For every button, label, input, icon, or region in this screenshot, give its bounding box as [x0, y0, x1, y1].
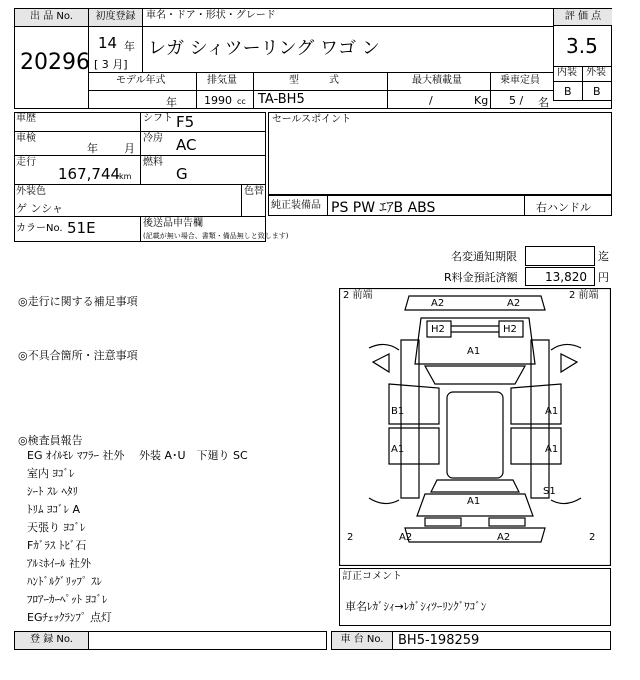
- sales-point-label: セールスポイント: [272, 114, 352, 125]
- color-label: 外装色: [16, 186, 46, 197]
- exterior-grade: B: [593, 85, 601, 98]
- score-label: 評 価 点: [554, 9, 612, 25]
- defect-notes-label: ◎不具合箇所・注意事項: [18, 349, 138, 362]
- name-change-label: 名変通知期限: [451, 250, 517, 263]
- displacement-unit: cc: [237, 97, 246, 106]
- corner-front-right: 2 前端: [569, 290, 599, 301]
- interior-grade: B: [564, 85, 572, 98]
- inspector-report-label: ◎検査員報告: [18, 434, 83, 447]
- corner-rear-right: 2: [589, 532, 596, 543]
- ac-value: AC: [176, 136, 197, 154]
- inspector-line: 室内 ﾖｺﾞﾚ: [27, 467, 75, 480]
- corner-rear-left: 2: [347, 532, 354, 543]
- inspector-line: EGﾁｪｯｸﾗﾝﾌﾟ 点灯: [27, 611, 112, 624]
- capacity-label: 乗車定員: [500, 75, 540, 86]
- driving-notes-label: ◎走行に関する補足事項: [18, 295, 138, 308]
- model-year-unit: 年: [166, 96, 177, 109]
- exterior-label: 外装: [586, 67, 606, 78]
- car-damage-diagram: [339, 288, 611, 566]
- score: 3.5: [566, 34, 598, 58]
- mark-front-door-left: B1: [391, 406, 405, 417]
- color-no-label: カラーNo.: [16, 223, 63, 234]
- shift-value: F5: [176, 113, 195, 131]
- color-value: ゲ ンシャ: [16, 202, 64, 215]
- mileage-unit: km: [119, 172, 132, 181]
- mark-hood: A1: [467, 346, 481, 357]
- ac-label: 冷房: [143, 133, 163, 144]
- model-type: TA-BH5: [258, 92, 305, 107]
- mark-rear-bumper-left: A2: [399, 532, 413, 543]
- reg-no-label: 登 録 No.: [15, 632, 88, 649]
- type-label: 型 式: [289, 75, 339, 86]
- fuel-label: 燃料: [143, 157, 163, 168]
- car-name: レガ シィツーリング ワゴ ン: [148, 38, 380, 59]
- mark-rear-bumper-right: A2: [497, 532, 511, 543]
- mark-rear-door-left: A1: [391, 444, 405, 455]
- aftermarket-note: (記載が無い場合、書類・備品無しと致します): [143, 232, 289, 240]
- name-change-unit: 迄: [598, 250, 609, 263]
- recycle-amount: 13,820: [545, 270, 587, 284]
- inspector-line: 天張り ﾖｺﾞﾚ: [27, 521, 86, 534]
- year-unit: 年: [124, 40, 135, 53]
- inspector-line: Fｶﾞﾗｽ ﾄﾋﾞ石: [27, 539, 87, 552]
- inspector-line: ﾌﾛｱｰｶｰﾍﾟｯﾄ ﾖｺﾞﾚ: [27, 593, 108, 606]
- corner-front-left: 2 前端: [343, 290, 373, 301]
- max-load-unit: Kg: [474, 94, 489, 107]
- mark-front-bumper-right: A2: [507, 298, 521, 309]
- correction-label: 訂正コメント: [342, 571, 402, 582]
- lot-number: 20296: [20, 50, 90, 75]
- recolor-label: 色替: [244, 186, 264, 197]
- first-reg-year: 14: [98, 34, 118, 52]
- mark-headlight-left: H2: [431, 324, 445, 335]
- inspection-month-unit: 月: [124, 142, 135, 155]
- mileage-label: 走行: [16, 157, 36, 168]
- chassis-number: BH5-198259: [398, 633, 480, 648]
- max-load-slash: /: [429, 94, 433, 107]
- displacement-label: 排気量: [207, 75, 237, 86]
- inspector-line: ｼｰﾄ ｽﾚ ﾍﾀﾘ: [27, 485, 78, 498]
- mark-rear-door-right: A1: [545, 444, 559, 455]
- mark-headlight-right: H2: [503, 324, 517, 335]
- interior-label: 内装: [557, 67, 577, 78]
- lot-label: 出 品 No.: [15, 9, 88, 26]
- first-reg-month: [ 3 月]: [94, 58, 128, 71]
- max-load-label: 最大積載量: [412, 75, 462, 86]
- inspector-line: ﾄﾘﾑ ﾖｺﾞﾚ A: [27, 503, 81, 516]
- aftermarket-label: 後送品申告欄: [143, 218, 203, 229]
- mark-rear-fender-right: S1: [543, 486, 556, 497]
- first-reg-label: 初度登録: [89, 9, 142, 26]
- mileage-value: 167,744: [58, 165, 121, 183]
- car-name-label: 車名・ドア・形状・グレード: [146, 10, 276, 21]
- equipment-label: 純正装備品: [271, 200, 321, 211]
- history-label: 車歴: [16, 113, 36, 124]
- inspector-line: ｱﾙﾐﾎｲｰﾙ 社外: [27, 557, 91, 570]
- handle-value: 右ハンドル: [536, 201, 591, 214]
- model-year-label: モデル年式: [116, 75, 166, 86]
- inspector-line: EG ｵｲﾙﾓﾚ ﾏﾌﾗｰ 社外 外装 A･U 下廻り SC: [27, 449, 248, 462]
- shift-label: シフト: [143, 113, 173, 124]
- recycle-unit: 円: [598, 271, 609, 284]
- displacement: 1990: [204, 94, 232, 107]
- capacity: 5 /: [509, 94, 524, 107]
- name-change-box: [525, 246, 595, 266]
- chassis-label: 車 台 No.: [332, 632, 392, 649]
- inspector-line: ﾊﾝﾄﾞﾙｸﾞﾘｯﾌﾟ ｽﾚ: [27, 575, 102, 588]
- correction-text: 車名ﾚｶﾞｼｨ→ﾚｶﾞｼｨﾂｰﾘﾝｸﾞﾜｺﾞﾝ: [345, 600, 487, 613]
- mark-front-bumper-left: A2: [431, 298, 445, 309]
- recycle-label: R料金預託済額: [444, 271, 518, 284]
- mark-trunk: A1: [467, 496, 481, 507]
- inspection-year-unit: 年: [87, 142, 98, 155]
- color-no-value: 51E: [67, 219, 96, 237]
- mark-front-door-right: A1: [545, 406, 559, 417]
- equipment-value: PS PW ｴｱB ABS: [331, 200, 436, 216]
- fuel-value: G: [176, 165, 188, 183]
- capacity-unit: 名: [538, 96, 549, 109]
- inspection-label: 車検: [16, 133, 36, 144]
